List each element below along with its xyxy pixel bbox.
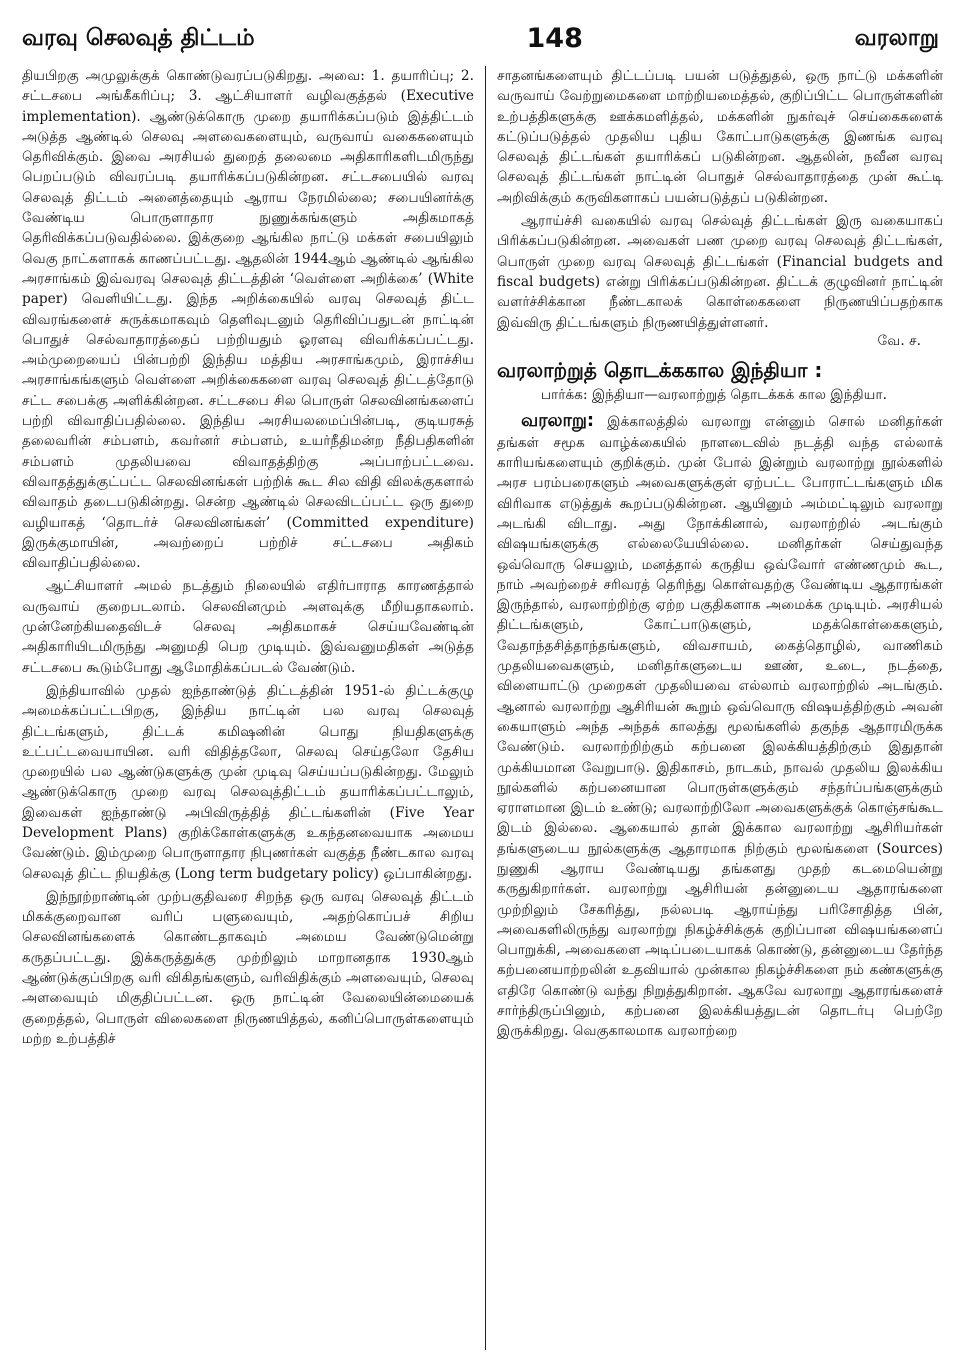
paragraph: தியபிறகு அமுலுக்குக் கொண்டுவரப்படுகிறது. அவை: 1. தயாரிப்பு; 2. சட்டசபை அங்கீகரிப்பு; 3. ஆட்சியாளர் வழிவகுத்தல் (Executive implementation). ஆண்டுக்கொரு முறை தயாரிக்கப்படும் இத்திட்டம் அடுத்த ஆண்டில் செலவு அளவைகளையும், வருவாய் வகைகளையும் தெரிவிக்கும். இவை அரசியல் துறைத் தலைமை அதிகாரிகளிடமிருந்து பெறப்படும் விவரப்படி தயாரிக்கப்படுகின்றன. சட்டசபையில் வரவு செலவுத் திட்டம் அனைத்தையும் ஆராய நேரமில்லை; சபையினர்க்கு வேண்டிய பொருளாதார நுணுக்கங்களும் அதிகமாகத் தெரிவிக்கப்படுவதில்லை. இக்குறை ஆங்கில நாட்டு மக்கள் சபையிலும் வெகு நாட்களாகக் காணப்பட்டது. ஆதலின் 1944ஆம் ஆண்டில் ஆங்கில அரசாங்கம் இவ்வரவு செலவுத் திட்டத்தின் ‘வெள்ளை அறிக்கை’ (White paper) வெளியிட்டது. இந்த அறிக்கையில் வரவு செலவுத் திட்ட விவரங்களைச் சுருக்கமாகவும் தெளிவுடனும் தெரிவிப்பதுடன் நாட்டின் பொதுச் செல்வாதாரத்தைப் பற்றியதும் ஓரளவு விவரிக்கப்பட்டது. அம்முறையைப் பின்பற்றி இந்திய மத்திய அரசாங்கமும், இராச்சிய அரசாங்கங்களும் வெள்ளை அறிக்கைகளை வரவு செலவுத் திட்டத்தோடு சட்ட சபைக்கு அளிக்கின்றன. சட்டசபை சில பொருள் செலவினங்களைப் பற்றி விவாதிப்பதில்லை. இந்திய அரசியலமைப்பின்படி, குடியரசுத் தலைவரின் சம்பளம், கவர்னர் சம்பளம், உயர்நீதிமன்ற நீதிபதிகளின் சம்பளம் முதலியவை விவாதத்திற்கு அப்பாற்பட்டவை. விவாதத்துக்குட்பட்ட செலவினங்கள் பற்றிக் கூட சில விதி விலக்குகளால் விவாதம் தடைபடுகின்றது. சென்ற ஆண்டில் செலவிடப்பட்ட ஒரு துறை வழியாகத் ‘தொடர்ச் செலவினங்கள்’ (Committed expenditure) இருக்குமாயின், அவற்றைப் பற்றிச் சட்டசபை அதிகம் விவாதிப்பதில்லை. <box>22 68 474 572</box>
page-number: 148 <box>526 23 583 54</box>
left-column <box>22 66 474 1352</box>
author-signature: வே. ச. <box>877 332 921 349</box>
running-head-left: வரவு செலவுத் திட்டம் <box>22 25 255 51</box>
cross-reference: பார்க்க: இந்தியா—வரலாற்றுத் தொடக்கக் கால இந்தியா. <box>541 387 887 404</box>
entry-text: இக்காலத்தில் வரலாறு என்னும் சொல் மனிதர்கள் தங்கள் சமூக வாழ்க்கையில் நாளடைவில் நடத்தி வந்த எல்லாக் காரியங்களையும் குறிக்கும். முன் போல் இன்றும் வரலாற்று நூல்களில் அரச பரம்பரைகளும் அவைகளுக்குள் ஏற்பட்ட போராட்டங்களும் மிக விரிவாக எடுத்துக் கூறப்படுகின்றன. ஆயினும் அம்மட்டிலும் வரலாறு அடங்கி விடாது. அது நோக்கினால், வரலாற்றில் அடங்கும் விஷயங்களுக்கு எல்லையேயில்லை. மனிதர்கள் செய்துவந்த ஒவ்வொரு செயலும், மனத்தால் கருதிய ஒவ்வோர் எண்ணமும் கூட, நாம் அவற்றைச் சரிவரத் தெரிந்து கொள்வதற்கு வேண்டிய ஆதாரங்கள் இருந்தால், வரலாற்றிற்கு ஏற்ற பகுதிகளாக அமைக்க முடியும். அரசியல் திட்டங்களும், கோட்பாடுகளும், மதக்கொள்கைகளும், வேதாந்தசித்தாந்தங்களும், விவசாயம், கைத்தொழில், வாணிகம் முதலியவைகளும், மனிதர்களுடைய ஊண், உடை, நடத்தை, விளையாட்டு முறைகள் முதலியவை எல்லாம் வரலாற்றில் அடங்கும். ஆனால் வரலாற்று ஆசிரியன் கூறும் ஒவ்வொரு விஷயத்திற்கும் அவன் கையாளும் அந்த அந்தக் காலத்து மூலங்களில் தகுந்த ஆதாரமிருக்க வேண்டும். வரலாற்றிற்கும் கற்பனை இலக்கியத்திற்கும் இதுதான் முக்கியமான வேறுபாடு. இதிகாசம், நாடகம், நாவல் முதலிய இலக்கிய நூல்களில் கற்பனையான பொருள்களுக்கும் சந்தர்ப்பங்களுக்கும் ஏராளமான இடம் உண்டு; வரலாற்றிலோ அவைகளுக்குக் கொஞ்சங்கூட இடம் இல்லை. ஆகையால் தான் இக்கால வரலாற்று ஆசிரியர்கள் தங்களுடைய நூல்களுக்கு ஆதாரமாக நிற்கும் மூலங்களை (Sources) நுணுகி ஆராய வேண்டியது தங்களது முதற் கடமையென்று கருதுகிறார்கள். வரலாற்று ஆசிரியன் தன்னுடைய ஆதாரங்களை முற்றிலும் சேகரித்து, நல்லபடி ஆராய்ந்து பரிசோதித்த பின், அவைகளிலிருந்து வரலாற்று நிகழ்ச்சிக்குக் குறிப்பான விஷயங்களைப் பொறுக்கி, அவைகளை அடிப்படையாகக் கொண்டு, தன்னுடைய தேர்ந்த கற்பனையாற்றலின் உதவியால் முன்கால நிகழ்ச்சிகளை நம் கண்களுக்கு எதிரே கொண்டு வந்து நிறுத்துகிறான். ஆகவே வரலாறு ஆதாரங்களைச் சார்ந்திருப்பினும், கற்பனை இலக்கியத்துடன் தொடர்பு பெற்றே இருக்கிறது. வெகுகாலமாக வரலாற்றை <box>497 414 943 1040</box>
paragraph: இந்நூற்றாண்டின் முற்பகுதிவரை சிறந்த ஒரு வரவு செலவுத் திட்டம் மிகக்குறைவான வரிப் பளுவையும், அதற்கொப்பச் சிறிய செலவினங்களைக் கொண்டதாகவும் அமைய வேண்டுமென்று கருதப்பட்டது. இக்கருத்துக்கு முற்றிலும் மாறானதாக 1930ஆம் ஆண்டுக்குப்பிறகு வரி விகிதங்களும், வரிவிதிக்கும் அளவையும், செலவு அளவையும் மிகுதிப்பட்டன. ஒரு நாட்டின் வேலையின்மையைக் குறைத்தல், பொருள் விலைகளை நிருணயித்தல், கனிப்பொருள்களையும் மற்ற உற்பத்திச் <box>22 888 474 1047</box>
paragraph: ஆட்சியாளர் அமல் நடத்தும் நிலையில் எதிர்பாராத காரணத்தால் வருவாய் குறைபடலாம். செலவினமும் அளவுக்கு மீறியதாகலாம். முன்னேற்கியதைவிடச் செலவு அதிகமாகச் செய்யவேண்டின் அதிகாரியிடமிருந்து அனுமதி பெற முடியும். இவ்வனுமதிகள் அடுத்த சட்டசபை கூடும்போது ஆமோதிக்கப்படல் வேண்டும். <box>22 578 474 676</box>
running-head-right: வரலாறு <box>854 25 939 51</box>
paragraph: ஆராய்ச்சி வகையில் வரவு செல்வுத் திட்டங்கள் இரு வகையாகப் பிரிக்கப்படுகின்றன. அவைகள் பண முறை வரவு செலவுத் திட்டங்கள், பொருள் முறை வரவு செலவுத் திட்டங்கள் (Financial budgets and fiscal budgets) என்று பிரிக்கப்படுகின்றன. திட்டக் குழுவினர் நாட்டின் வளர்ச்சிக்கான நீண்டகாலக் கொள்கைகளை நிருணயிப்பதற்காக இவ்விரு திட்டங்களும் நிருணயித்துள்ளனர். <box>497 213 943 331</box>
entry-headword: வரலாறு: <box>521 410 595 432</box>
entry-paragraph <box>497 411 943 1041</box>
column-divider <box>485 66 486 1350</box>
entry-heading: வரலாற்றுத் தொடக்ககால இந்தியா : <box>497 358 823 383</box>
paragraph: சாதனங்களையும் திட்டப்படி பயன் படுத்துதல், ஒரு நாட்டு மக்களின் வருவாய் வேற்றுமைகளை மாற்றியமைத்தல், குறிப்பிட்ட பொருள்களின் உற்பத்திகளுக்கு ஊக்கமளித்தல், மக்களின் நுகர்வுச் செய்கைகளைக் கட்டுப்படுத்தல் முதலிய புதிய கோட்பாடுகளுக்கு இணங்க வரவு செலவுத் திட்டங்கள் தயாரிக்கப் படுகின்றன. ஆதலின், நவீன வரவு செலவுத் திட்டங்கள் நாட்டின் பொதுச் செல்வாதாரத்தை முன் கூட்டி அறிவிக்கும் கருவிகளாகப் பயன்படுத்தப் படுகின்றன. <box>497 68 943 206</box>
right-column <box>497 66 943 1352</box>
paragraph: இந்தியாவில் முதல் ஐந்தாண்டுத் திட்டத்தின் 1951-ல் திட்டக்குழு அமைக்கப்பட்டபிறகு, இந்திய நாட்டின் பல வரவு செலவுத் திட்டங்களும், திட்டக் கமிஷனின் பொது நியதிகளுக்கு உட்பட்டவையாயின. வரி விதித்தலோ, செலவு செய்தலோ தேசிய முறையில் பல ஆண்டுகளுக்கு முன் முடிவு செய்யப்படுகின்றது. மேலும் ஆண்டுக்கொரு முறை வரவு செலவுத்திட்டம் தயாரிக்கப்பட்டாலும், இவைகள் ஐந்தாண்டு அபிவிருத்தித் திட்டங்களின் (Five Year Development Plans) குறிக்கோள்களுக்கு உகந்தனவையாக அமைய வேண்டும். இம்முறை பொருளாதார நிபுணர்கள் வகுத்த நீண்டகால வரவு செலவுத் திட்ட நியதிக்கு (Long term budgetary policy) ஒப்பாகின்றது. <box>22 682 474 882</box>
page-header <box>22 14 939 54</box>
